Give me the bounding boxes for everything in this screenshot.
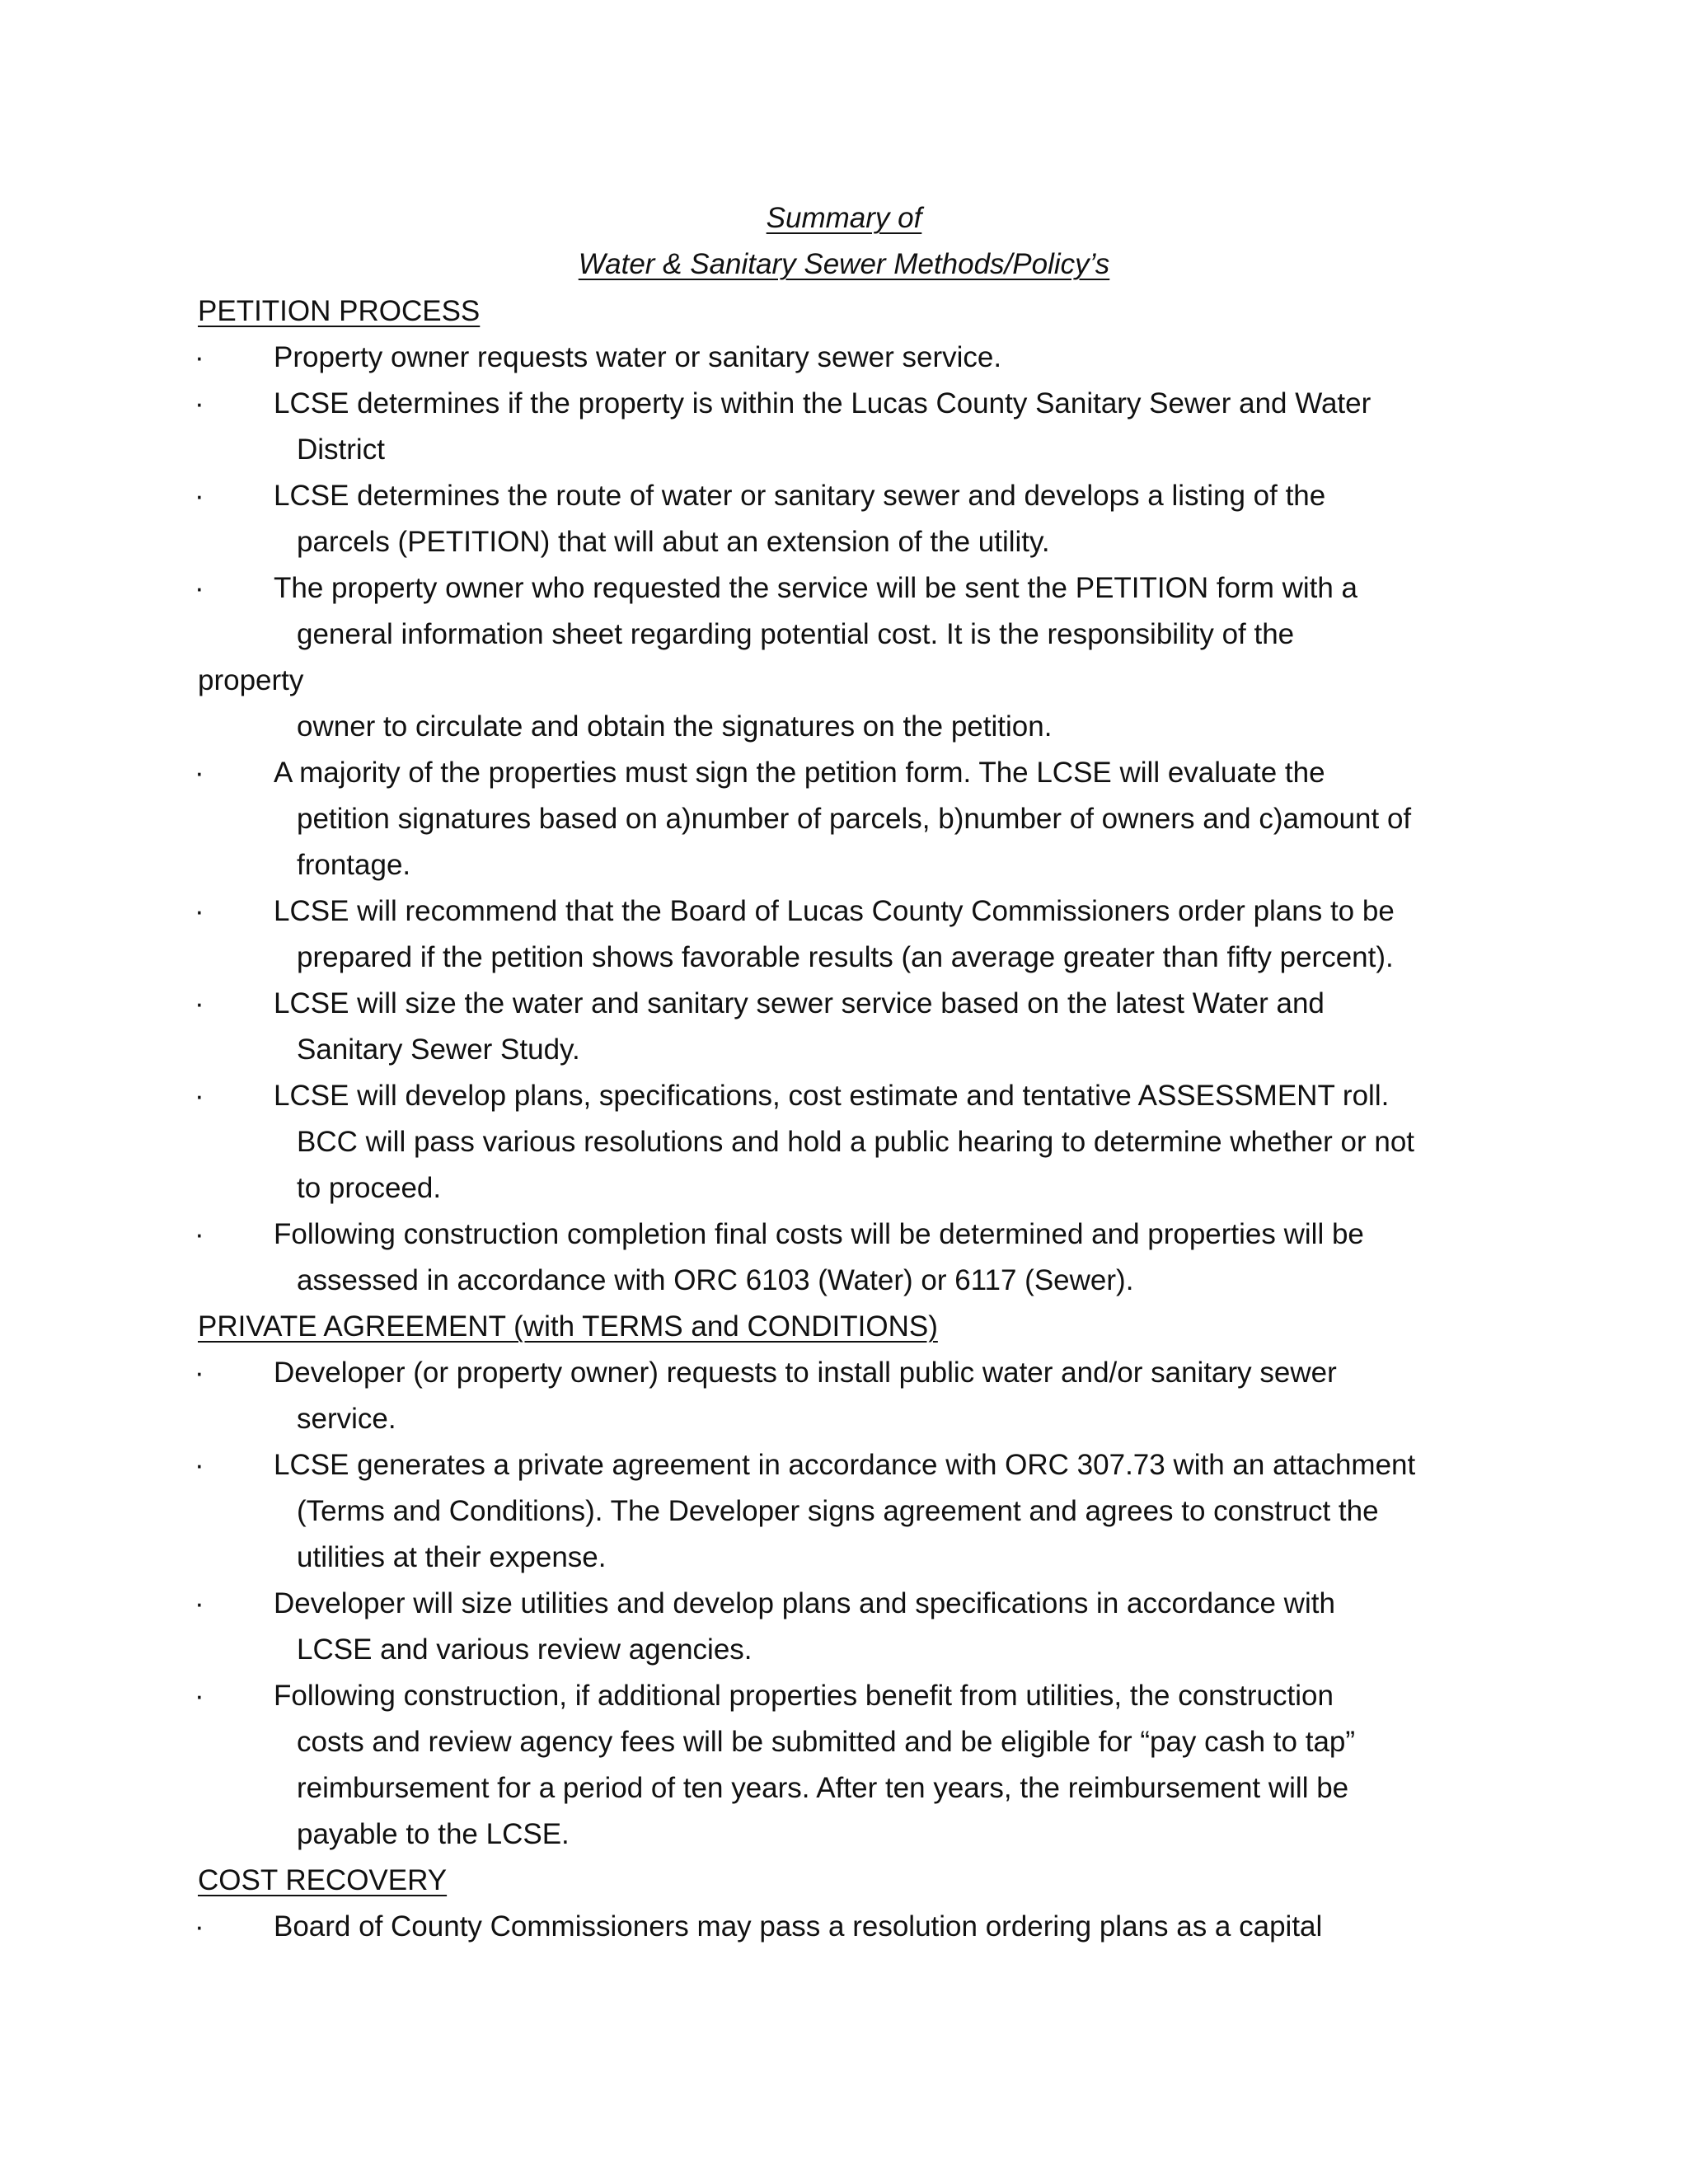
petition-item-5-line-3: frontage. (297, 849, 411, 881)
petition-item-9-line-1: Following construction completion final costs will be determined and properties will be (274, 1218, 1364, 1250)
cost-item-1-line-1: Board of County Commissioners may pass a resolution ordering plans as a capital (274, 1910, 1323, 1943)
petition-item-8-line-1: LCSE will develop plans, specifications, cost estimate and tentative ASSESSMENT roll. (274, 1080, 1390, 1112)
petition-item-8-line-3: to proceed. (297, 1172, 442, 1204)
bullet-marker: · (195, 1587, 204, 1619)
petition-item-8-line-2: BCC will pass various resolutions and hold a public hearing to determine whether or not (297, 1126, 1415, 1158)
petition-item-2-line-2: District (297, 434, 385, 466)
bullet-marker: · (195, 757, 204, 789)
bullet-marker: · (195, 987, 204, 1019)
private-item-3-line-1: Developer will size utilities and develop plans and specifications in accordance with (274, 1587, 1335, 1619)
section-heading-petition-process: PETITION PROCESS (198, 295, 481, 327)
petition-item-7-line-2: Sanitary Sewer Study. (297, 1033, 580, 1066)
private-item-4-line-1: Following construction, if additional properties benefit from utilities, the construction (274, 1680, 1334, 1712)
petition-item-4-line-2: general information sheet regarding potential cost. It is the responsibility of the (297, 618, 1295, 650)
document-title: Summary of (766, 202, 922, 234)
petition-item-1-line-1: Property owner requests water or sanitary sewer service. (274, 341, 1002, 373)
bullet-marker: · (195, 1680, 204, 1712)
bullet-marker: · (195, 1080, 204, 1112)
private-item-2-line-2: (Terms and Conditions). The Developer signs agreement and agrees to construct the (297, 1495, 1379, 1527)
bullet-marker: · (195, 1218, 204, 1250)
petition-item-6-line-2: prepared if the petition shows favorable results (an average greater than fifty percent). (297, 941, 1394, 973)
petition-item-7-line-1: LCSE will size the water and sanitary sewer service based on the latest Water and (274, 987, 1325, 1019)
private-item-2-line-1: LCSE generates a private agreement in accordance with ORC 307.73 with an attachment (274, 1449, 1416, 1481)
section-heading-cost-recovery: COST RECOVERY (198, 1864, 448, 1896)
private-item-4-line-3: reimbursement for a period of ten years. After ten years, the reimbursement will be (297, 1772, 1349, 1804)
petition-item-3-line-1: LCSE determines the route of water or sanitary sewer and develops a listing of the (274, 480, 1326, 512)
petition-item-4-line-3: property (198, 664, 304, 696)
private-item-1-line-2: service. (297, 1403, 396, 1435)
bullet-marker: · (195, 1357, 204, 1389)
private-item-2-line-3: utilities at their expense. (297, 1541, 607, 1573)
petition-item-5-line-1: A majority of the properties must sign the petition form. The LCSE will evaluate the (274, 757, 1325, 789)
petition-item-4-line-4: owner to circulate and obtain the signatures on the petition. (297, 710, 1053, 743)
document-subtitle: Water & Sanitary Sewer Methods/Policy’s (578, 248, 1110, 280)
bullet-marker: · (195, 480, 204, 512)
private-item-4-line-4: payable to the LCSE. (297, 1818, 570, 1850)
private-item-4-line-2: costs and review agency fees will be submitted and be eligible for “pay cash to tap” (297, 1726, 1356, 1758)
bullet-marker: · (195, 341, 204, 373)
bullet-marker: · (195, 387, 204, 419)
petition-item-3-line-2: parcels (PETITION) that will abut an extension of the utility. (297, 526, 1050, 558)
petition-item-2-line-1: LCSE determines if the property is within the Lucas County Sanitary Sewer and Water (274, 387, 1372, 419)
private-item-3-line-2: LCSE and various review agencies. (297, 1633, 753, 1666)
private-item-1-line-1: Developer (or property owner) requests to install public water and/or sanitary sewer (274, 1357, 1337, 1389)
bullet-marker: · (195, 1449, 204, 1481)
bullet-marker: · (195, 895, 204, 927)
bullet-marker: · (195, 572, 204, 604)
petition-item-4-line-1: The property owner who requested the service will be sent the PETITION form with a (274, 572, 1358, 604)
petition-item-9-line-2: assessed in accordance with ORC 6103 (Water) or 6117 (Sewer). (297, 1264, 1134, 1296)
petition-item-5-line-2: petition signatures based on a)number of parcels, b)number of owners and c)amount of (297, 803, 1412, 835)
bullet-marker: · (195, 1910, 204, 1943)
petition-item-6-line-1: LCSE will recommend that the Board of Lucas County Commissioners order plans to be (274, 895, 1395, 927)
section-heading-private-agreement: PRIVATE AGREEMENT (with TERMS and CONDITIONS) (198, 1310, 938, 1343)
